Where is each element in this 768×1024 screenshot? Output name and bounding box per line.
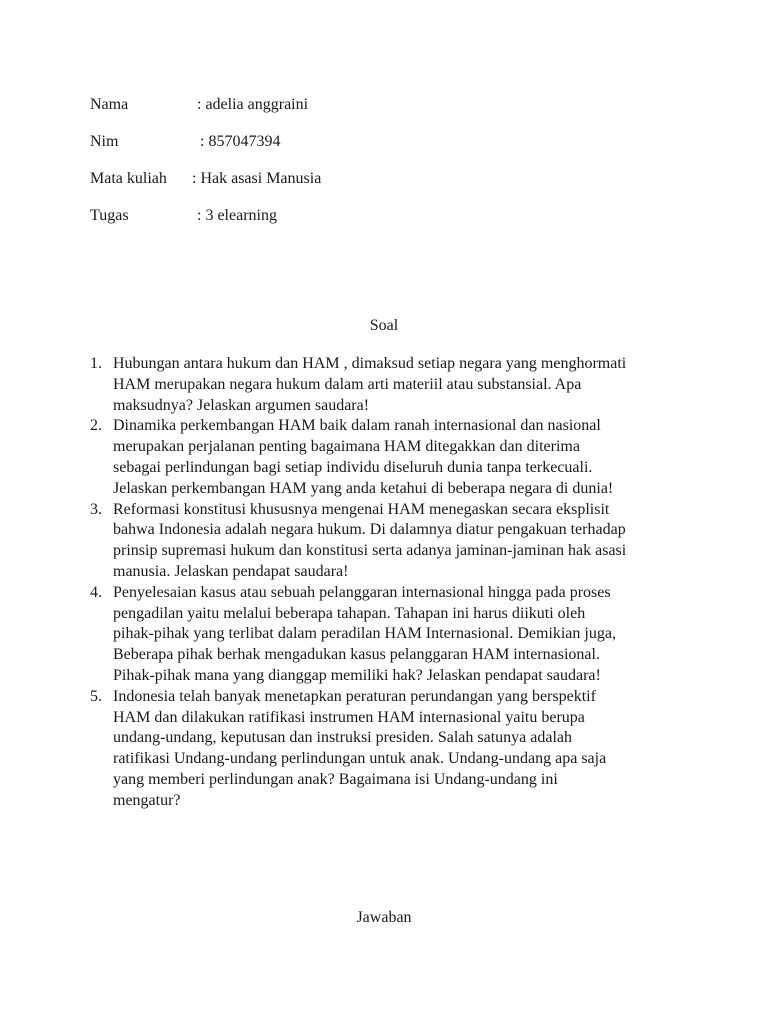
info-label: Nama [90,96,129,113]
question-line: sebagai perlindungan bagi setiap individu diseluruh dunia tanpa terkecuali. [113,458,593,476]
question-number: 4. [90,583,102,601]
question-number: 2. [90,417,102,435]
question-line: maksudnya? Jelaskan argumen saudara! [113,396,370,414]
question-line: Penyelesaian kasus atau sebuah pelanggaran internasional hingga pada proses [113,583,611,601]
question-number: 5. [90,687,102,705]
question-line: HAM merupakan negara hukum dalam arti materiil atau substansial. Apa [113,375,582,393]
question-line: pengadilan yaitu melalui beberapa tahapan. Tahapan ini harus diikuti oleh [113,604,586,622]
question-item-3 [90,500,690,583]
info-value: : adelia anggraini [197,96,309,113]
info-row-nama [90,94,590,131]
info-value: : 857047394 [200,133,281,150]
question-line: manusia. Jelaskan pendapat saudara! [113,562,349,580]
question-line: Indonesia telah banyak menetapkan peraturan perundangan yang berspektif [113,687,596,705]
question-item-4 [90,583,690,687]
question-line: pihak-pihak yang terlibat dalam peradilan HAM Internasional. Demikian juga, [113,625,616,643]
info-value: : 3 elearning [197,207,277,224]
question-line: Reformasi konstitusi khususnya mengenai HAM menegaskan secara eksplisit [113,500,610,518]
info-row-mata-kuliah [90,168,590,205]
question-line: merupakan perjalanan penting bagaimana HAM ditegakkan dan diterima [113,438,580,456]
question-number: 3. [90,500,102,518]
question-line: mengatur? [113,791,181,809]
question-line: yang memberi perlindungan anak? Bagaimana isi Undang-undang ini [113,770,558,788]
question-number: 1. [90,355,102,372]
info-label: Nim [90,133,119,150]
question-line: Pihak-pihak mana yang dianggap memiliki hak? Jelaskan pendapat saudara! [113,666,601,684]
question-list [90,354,690,812]
info-row-nim [90,131,590,168]
question-line: HAM dan dilakukan ratifikasi instrumen HAM internasional yaitu berupa [113,708,585,726]
soal-heading: Soal [369,317,399,334]
jawaban-heading: Jawaban [356,909,412,926]
question-line: ratifikasi Undang-undang perlindungan untuk anak. Undang-undang apa saja [113,750,607,768]
info-row-tugas [90,205,590,242]
question-line: Beberapa pihak berhak mengadukan kasus pelanggaran HAM internasional. [113,646,600,664]
question-item-1 [90,354,690,416]
info-label: Tugas [90,207,129,224]
question-line: bahwa Indonesia adalah negara hukum. Di dalamnya diatur pengakuan terhadap [113,521,626,539]
student-info [90,94,590,242]
question-line: Jelaskan perkembangan HAM yang anda ketahui di beberapa negara di dunia! [113,479,614,497]
question-item-2 [90,416,690,499]
question-item-5 [90,687,690,812]
question-line: undang-undang, keputusan dan instruksi presiden. Salah satunya adalah [113,729,572,747]
info-value: : Hak asasi Manusia [192,170,322,187]
info-label: Mata kuliah [90,170,167,187]
question-line: Dinamika perkembangan HAM baik dalam ranah internasional dan nasional [113,417,601,435]
question-line: prinsip supremasi hukum dan konstitusi serta adanya jaminan-jaminan hak asasi [113,542,627,560]
question-line: Hubungan antara hukum dan HAM , dimaksud setiap negara yang menghormati [113,355,627,372]
